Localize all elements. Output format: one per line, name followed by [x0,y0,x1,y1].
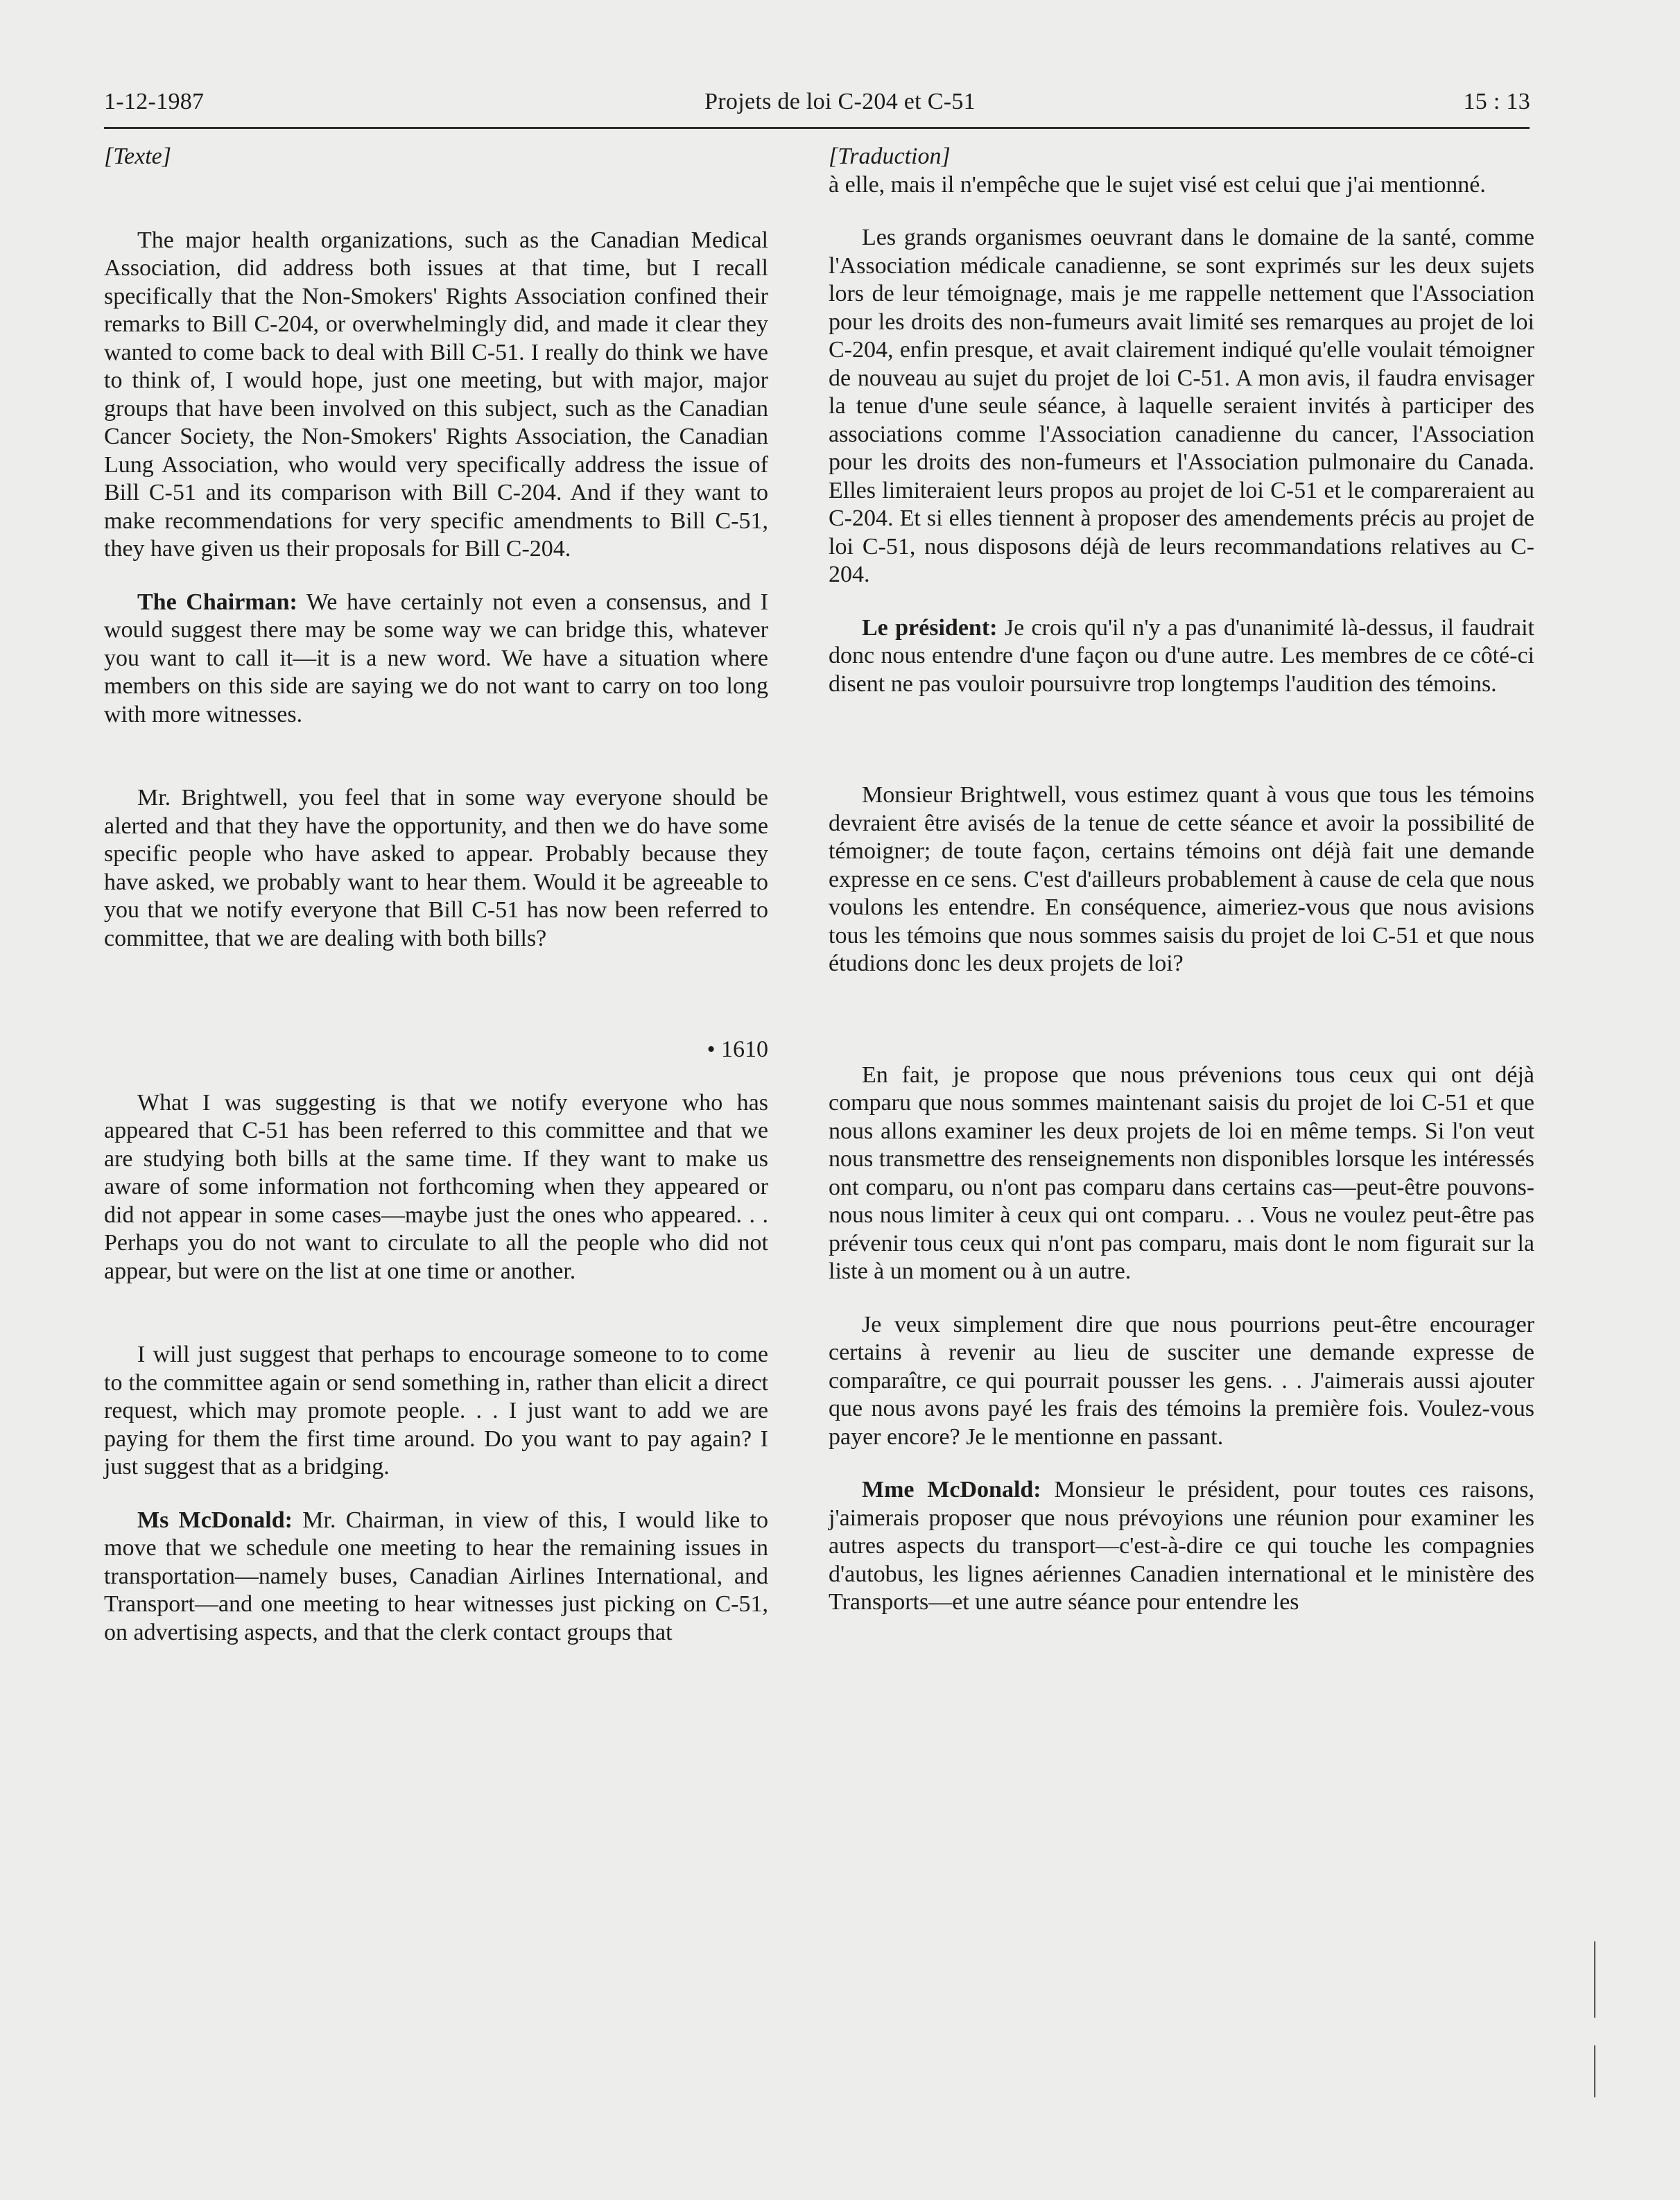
paragraph-text: I will just suggest that perhaps to encourage someone to to come to the committee again or send something in, rather than elicit a direct request, which may promote people. . . I just want to add we are paying for them the first time around. Do you want to pay again? I just suggest that as a bridging. [104,1342,768,1480]
paragraph [104,1507,768,1647]
paragraph [104,784,768,953]
language-marker: [Traduction] [829,144,951,169]
paragraph [829,1062,1534,1286]
header-rule [104,127,1530,129]
paragraph [104,1089,768,1286]
paragraph [829,1311,1534,1452]
paragraph-text: Monsieur le président, pour toutes ces raisons, j'aimerais proposer que nous prévoyions une réunion pour examiner les autres aspects du transport—c'est-à-dire ce qui touche les compagnies d'autobus, les lignes aériennes Canadien international et le ministère des Transports—et une autre séance pour entendre les [829,1477,1535,1615]
paragraph-text: En fait, je propose que nous prévenions tous ceux qui ont déjà comparu que nous sommes maintenant saisis du projet de loi C-51 et que nous allons examiner les deux projets de loi en même temps. Si l'on veut nous transmettre des renseignements non disponibles lorsque les intéressés ont comparu, ou n'ont pas comparu dans certains cas—peut-être pouvons-nous nous limiter à ceux qui ont comparu. . . Vous ne voulez peut-être pas prévenir tous ceux qui n'ont pas comparu, mais dont le nom figurait sur la liste à un moment ou à un autre. [829,1062,1534,1284]
paragraph [829,1476,1534,1617]
paragraph-text: We have certainly not even a consensus, and I would suggest there may be some way we can bridge this, whatever you want to call it—it is a new word. We have a situation where members on this side are saying we do not want to carry on too long with more witnesses. [104,589,768,727]
paragraph [104,589,768,729]
language-marker: [Texte] [104,144,171,169]
paragraph-text: Les grands organismes oeuvrant dans le domaine de la santé, comme l'Association médicale canadienne, se sont exprimés sur les deux sujets lors de leur témoignage, mais je me rappelle nettement que l'Association pour les droits des non-fumeurs avait limité ses remarques au projet de loi C-204, enfin presque, et avait clairement indiqué qu'elle voulait témoigner de nouveau au sujet du projet de loi C-51. A mon avis, il faudra envisager la tenue d'une seule séance, à laquelle seraient invités à participer des associations comme l'Association canadienne du cancer, l'Association pour les droits des non-fumeurs et l'Association pulmonaire du Canada. Elles limiteraient leurs propos au projet de loi C-51 et le compareraient au C-204. Et si elles tiennent à proposer des amendements précis au projet de loi C-51, nous disposons déjà de leurs recommandations relatives au C-204. [829,225,1534,587]
speaker-label: Le président: [862,614,998,641]
scan-edge-mark [1594,1941,1595,2018]
timestamp: • 1610 [707,1037,768,1062]
paragraph-text: Mr. Chairman, in view of this, I would like to move that we schedule one meeting to hear the remaining issues in transportation—namely buses, Canadian Airlines International, and Transport—and one meeting to hear witnesses just picking on C-51, on advertising aspects, and that the clerk contact groups that [104,1507,768,1645]
paragraph [104,1341,768,1482]
french-column [829,143,1534,1642]
paragraph-text: Mr. Brightwell, you feel that in some way everyone should be alerted and that they have the opportunity, and then we do have some specific people who have asked to appear. Probably because they have asked, we probably want to hear them. Would it be agreeable to you that we notify everyone that Bill C-51 has now been referred to committee, that we are dealing with both bills? [104,785,768,951]
paragraph-text: What I was suggesting is that we notify everyone who has appeared that C-51 has been referred to this committee and that we are studying both bills at the same time. If they want to make us aware of some information not forthcoming when they appeared or did not appear in some cases—maybe just the ones who appeared. . . Perhaps you do not want to circulate to all the people who did not appear, but were on the list at one time or another. [104,1089,768,1284]
paragraph [829,781,1534,978]
paragraph [829,171,1534,200]
page-number: 15 : 13 [1463,89,1530,114]
paragraph-text: The major health organizations, such as the Canadian Medical Association, did address both issues at that time, but I recall specifically that the Non-Smokers' Rights Association confined their remarks to Bill C-204, or overwhelmingly did, and made it clear they wanted to come back to deal with Bill C-51. I really do think we have to think of, I would hope, just one meeting, but with major, major groups that have been involved on this subject, such as the Canadian Cancer Society, the Non-Smokers' Rights Association, the Canadian Lung Association, who would very specifically address the issue of Bill C-51 and its comparison with Bill C-204. And if they want to make recommendations for very specific amendments to Bill C-51, they have given us their proposals for Bill C-204. [104,227,768,562]
scan-edge-mark [1594,2045,1595,2097]
paragraph-text: Je crois qu'il n'y a pas d'unanimité là-dessus, il faudrait donc nous entendre d'une façon ou d'une autre. Les membres de ce côté-ci disent ne pas vouloir poursuivre trop longtemps l'audition des témoins. [829,614,1534,697]
paragraph [104,227,768,564]
paragraph-text: à elle, mais il n'empêche que le sujet visé est celui que j'ai mentionné. [829,171,1486,198]
paragraph [829,614,1534,699]
paragraph-text: Monsieur Brightwell, vous estimez quant à vous que tous les témoins devraient être avisés de la tenue de cette séance et avoir la possibilité de témoigner; de toute façon, certains témoins ont déjà fait une demande expresse en ce sens. C'est d'ailleurs probablement à cause de cela que nous voulons les entendre. En conséquence, aimeriez-vous que nous avisions tous les témoins que nous sommes saisis du projet de loi C-51 et que nous étudions donc les deux projets de loi? [829,782,1534,976]
speaker-label: Mme McDonald: [862,1477,1041,1502]
header-date: 1-12-1987 [104,89,205,114]
running-title: Projets de loi C-204 et C-51 [704,89,976,114]
paragraph [829,224,1534,589]
speaker-label: Ms McDonald: [137,1507,293,1533]
speaker-label: The Chairman: [137,589,297,615]
paragraph-text: Je veux simplement dire que nous pourrions peut-être encourager certains à revenir au lieu de susciter une demande expresse de comparaître, ce qui pourrait pousser les gens. . . J'aimerais aussi ajouter que nous avons payé les frais des témoins la première fois. Voulez-vous payer encore? Je le mentionne en passant. [829,1311,1534,1450]
english-column [104,143,768,1672]
